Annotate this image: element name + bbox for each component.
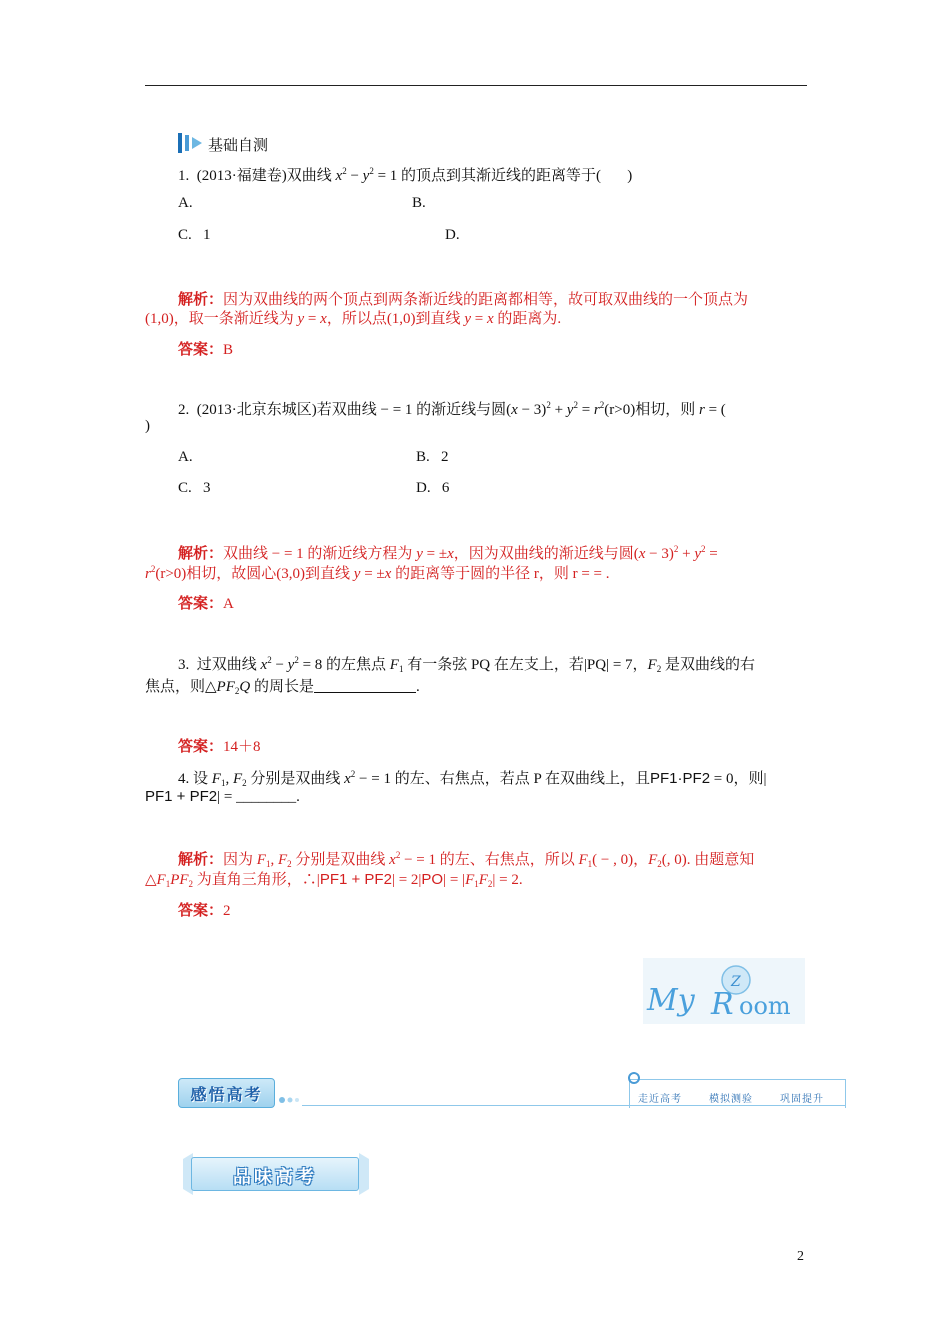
dots-icon xyxy=(278,1096,300,1104)
q2-option-b: B. 2 xyxy=(416,449,449,465)
section-marker-icon xyxy=(178,133,204,153)
question-1: 1. (2013·福建卷)双曲线 $x^2 - y^2 = 1$ 的顶点到其渐近线的距离等于( ) xyxy=(178,166,633,184)
analysis-text: (, 0). 由题意知 xyxy=(661,852,755,868)
vector-expression: PF1 + PF2 xyxy=(319,871,392,888)
q1-option-d: D. xyxy=(445,227,460,243)
question-text: 过双曲线 xyxy=(196,657,261,673)
banner-tabs xyxy=(629,1079,846,1108)
q1-option-c: C. 1 xyxy=(178,227,211,243)
answer-value: 14＋8 xyxy=(223,739,261,755)
analysis-text: ，所以点(1,0)到直线 xyxy=(326,311,465,327)
answer-value: B xyxy=(223,342,234,358)
vector-expression: PF1·PF2 xyxy=(650,770,711,787)
analysis-label: 解析： xyxy=(178,292,224,308)
question-text: = 8 的左焦点 xyxy=(298,657,390,673)
question-4-line1: 4. 设 $F_1$, $F_2$ 分别是双曲线 $x^2$ − = 1 的左、右焦点，若点 P 在双曲线上，且PF1·PF2 = 0，则| xyxy=(178,769,767,788)
answer-label: 答案： xyxy=(178,739,224,755)
analysis-text: ( − , 0)， xyxy=(592,852,649,868)
q1-analysis-line2: (1,0)，取一条渐近线为 y = x，所以点(1,0)到直线 y = x 的距离为. xyxy=(145,311,562,327)
svg-text:Z: Z xyxy=(731,974,741,990)
question-text: ) xyxy=(627,168,633,184)
swirl-icon xyxy=(626,1070,642,1086)
question-3-line1: 3. 过双曲线 $x^2 - y^2 = 8$ 的左焦点 $F_1$ 有一条弦 PQ 在左支上，若|PQ| = 7，$F_2$ 是双曲线的右 xyxy=(178,655,755,674)
question-text: 焦点，则△ xyxy=(145,679,217,695)
question-text: = 1 的顶点到其渐近线的距离等于( xyxy=(373,168,602,184)
section-heading xyxy=(178,133,268,155)
q2-option-a: A. xyxy=(178,449,193,465)
analysis-text: 分别是双曲线 xyxy=(291,852,390,868)
q3-answer xyxy=(178,735,261,756)
banner-title: 感悟高考 xyxy=(190,1085,263,1104)
header-rule xyxy=(145,85,807,86)
analysis-label: 解析： xyxy=(178,852,224,868)
question-text: 若双曲线 − = 1 的渐近线与圆( xyxy=(316,402,512,418)
q1-option-a: A. xyxy=(178,195,193,211)
analysis-text: 的距离等于圆的半径 r，则 r = = . xyxy=(391,566,610,582)
section-title: 基础自测 xyxy=(208,137,269,154)
question-number: 1. xyxy=(178,168,190,184)
answer-label: 答案： xyxy=(178,903,224,919)
q2-analysis-line2: $r^2(r>0)$相切，故圆心(3,0)到直线 y = ±x 的距离等于圆的半径 r，则 r = = . xyxy=(145,564,610,582)
analysis-text: 双曲线 − = 1 的渐近线方程为 xyxy=(223,546,417,562)
question-4-line2 xyxy=(145,788,300,806)
q2-answer xyxy=(178,592,234,613)
analysis-text: 为直角三角形，∴| xyxy=(193,872,320,888)
svg-text:My: My xyxy=(647,983,695,1018)
analysis-text: 因为双曲线的两个顶点到两条渐近线的距离都相等，故可取双曲线的一个顶点为 xyxy=(223,292,749,308)
answer-value: A xyxy=(223,596,234,612)
analysis-text: | = 2. xyxy=(492,872,523,888)
q1-analysis-line1 xyxy=(178,288,748,309)
question-text: 分别是双曲线 xyxy=(246,771,345,787)
q4-analysis-line2: $\triangle F_1PF_2$ 为直角三角形，∴|PF1 + $PF2| = 2|PO| = |F_1F_2| = 2$. xyxy=(145,871,523,889)
q4-answer xyxy=(178,899,231,920)
question-text: (r>0)相切，则 xyxy=(604,402,699,418)
analysis-text: ，因为双曲线的渐近线与圆( xyxy=(453,546,639,562)
banner-tab-mock-test[interactable]: 模拟测验 xyxy=(709,1094,753,1105)
banner-tab-approach[interactable]: 走近高考 xyxy=(638,1094,682,1105)
question-number: 4. xyxy=(178,771,190,787)
badge-title: 品味高考 xyxy=(233,1167,317,1188)
question-number: 2. xyxy=(178,402,190,418)
vector-expression: PF1 + PF2 xyxy=(145,788,218,805)
question-text: 有一条弦 PQ 在左支上，若|PQ| = 7， xyxy=(403,657,648,673)
analysis-text: △ xyxy=(145,872,157,888)
answer-label: 答案： xyxy=(178,596,224,612)
question-text: = 1 的左、右焦点，若点 P 在双曲线上，且 xyxy=(371,771,651,787)
question-3-line2: 焦点，则$\triangle PF_2Q$ 的周长是 . xyxy=(145,679,420,696)
q2-analysis-line1: 解析：双曲线 − = 1 的渐近线方程为 y = ±x，因为双曲线的渐近线与圆$(x - 3)^2 + y^2$ = xyxy=(178,544,718,562)
analysis-text: 的距离为. xyxy=(493,311,562,327)
section-badge xyxy=(183,1153,369,1195)
question-text: = ( xyxy=(704,402,726,418)
question-number: 3. xyxy=(178,657,190,673)
svg-text:oom: oom xyxy=(739,992,791,1020)
q1-answer xyxy=(178,338,233,359)
question-source: (2013·北京东城区) xyxy=(196,402,317,418)
analysis-text: (1,0)，取一条渐近线为 xyxy=(145,311,298,327)
question-text: = 0，则| xyxy=(710,771,767,787)
vector-expression: PO xyxy=(421,871,444,888)
question-2-line2: ) xyxy=(145,418,150,434)
q1-option-b: B. xyxy=(412,195,426,211)
q4-analysis-line1: 解析：因为 $F_1$, $F_2$ 分别是双曲线 $x^2$ − = 1 的左、右焦点，所以 $F_1$( − , 0)，$F_2$(, 0). 由题意知 xyxy=(178,850,755,869)
badge-box xyxy=(191,1157,359,1191)
q2-option-d: D. 6 xyxy=(416,480,450,496)
q2-option-c: C. 3 xyxy=(178,480,211,496)
analysis-text: (r>0)相切，故圆心(3,0)到直线 xyxy=(155,566,354,582)
analysis-text: 因为 xyxy=(223,852,257,868)
question-text: 双曲线 xyxy=(286,168,336,184)
analysis-text: = 1 的左、右焦点，所以 xyxy=(416,852,579,868)
analysis-text: | = 2| xyxy=(391,872,422,888)
section-banner xyxy=(178,1069,846,1109)
answer-blank[interactable] xyxy=(314,680,416,693)
answer-label: 答案： xyxy=(178,342,224,358)
my-room-logo xyxy=(643,958,805,1024)
question-2-line1: 2. (2013·北京东城区)若双曲线 − = 1 的渐近线与圆$(x - 3)^2 + y^2 = r^2(r>0)$相切，则 r = ( xyxy=(178,400,726,418)
banner-tab-consolidate[interactable]: 巩固提升 xyxy=(780,1094,824,1105)
banner-title-box xyxy=(178,1078,275,1108)
question-text: 的周长是 xyxy=(250,679,314,695)
question-text: 设 xyxy=(193,771,212,787)
analysis-text: | = | xyxy=(443,872,466,888)
question-text: 是双曲线的右 xyxy=(661,657,755,673)
answer-value: 2 xyxy=(223,903,231,919)
analysis-label: 解析： xyxy=(178,546,224,562)
question-text: | = ________. xyxy=(217,789,300,805)
svg-text:R: R xyxy=(711,987,734,1022)
page-number: 2 xyxy=(797,1249,804,1264)
question-source: (2013·福建卷) xyxy=(196,168,287,184)
